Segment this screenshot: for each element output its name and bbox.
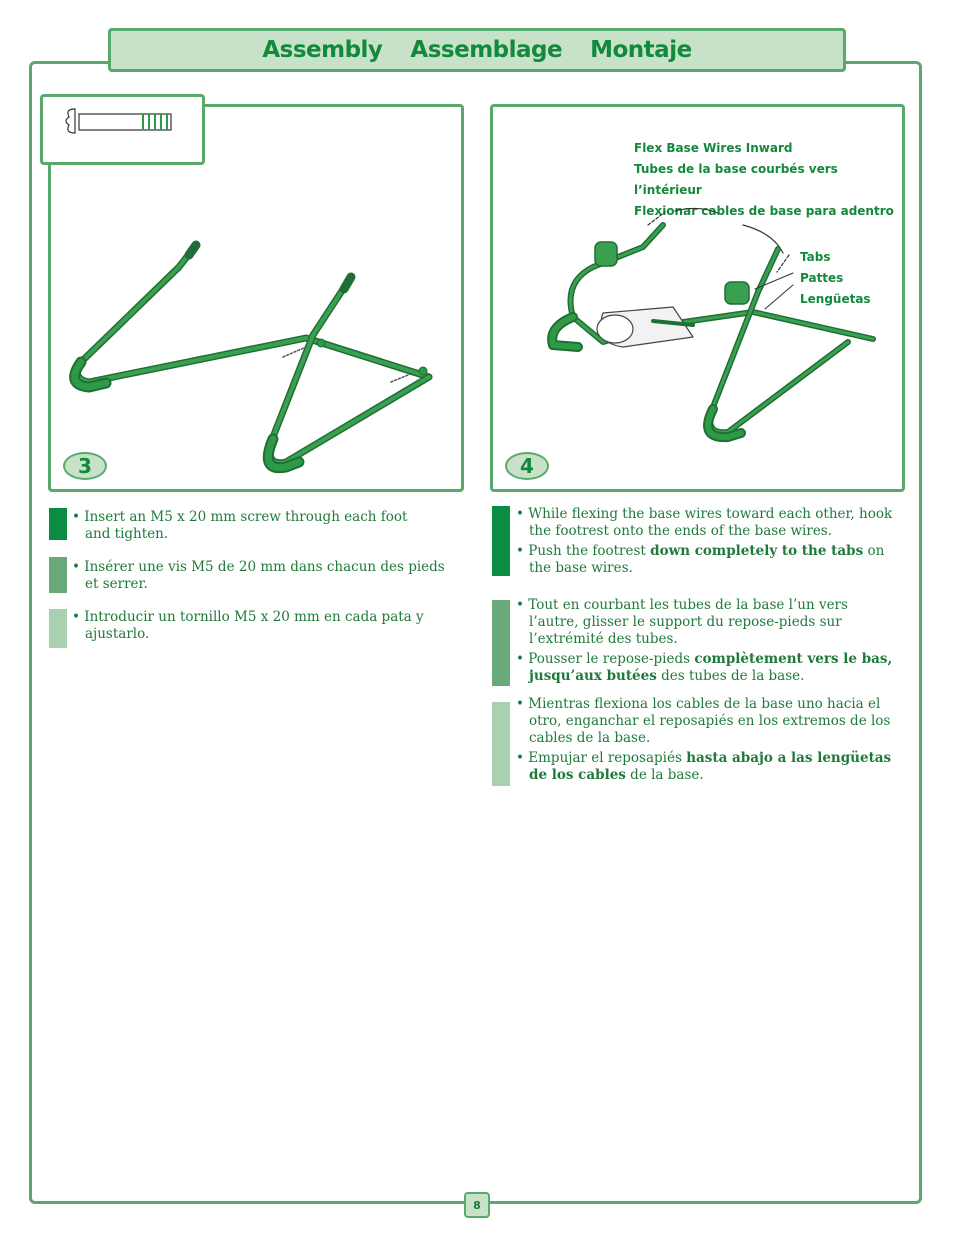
step-4-english-text: • While flexing the base wires toward each other, hook the footrest onto the ends of the base wires. • Push the footrest down completely to the tabs on the base wires.	[516, 506, 893, 576]
step-3-french-text: • Insérer une vis M5 de 20 mm dans chacun des pieds et serrer.	[72, 559, 445, 592]
step-4-french-text: • Tout en courbant les tubes de la base l’un vers l’autre, glisser le support du repose-pieds sur l’extrémité des tubes. • Pousser le repose-pieds complètement vers le bas, jusqu’aux butées des tubes de la base.	[516, 597, 893, 684]
step-number-3: 3	[63, 452, 107, 480]
step-3-spanish-text: • Introducir un tornillo M5 x 20 mm en cada pata y ajustarlo.	[72, 609, 424, 642]
page-number: 8	[464, 1192, 490, 1218]
step-4-spanish-text: • Mientras flexiona los cables de la base uno hacia el otro, enganchar el reposapiés en los extremos de los cables de la base. • Empujar el reposapiés hasta abajo a las lengüetas de los cables de la base.	[516, 696, 892, 783]
french-marker-4	[492, 600, 510, 686]
step-3-english-text: • Insert an M5 x 20 mm screw through each foot and tighten.	[72, 509, 408, 542]
footrest-assembly-illustration	[493, 107, 902, 489]
screw-icon	[43, 97, 202, 162]
flex-wires-callout: Flex Base Wires Inward Tubes de la base courbés vers l’intérieur Flexionar cables de base para adentro	[634, 141, 894, 218]
step-4-illustration-panel	[490, 104, 905, 492]
spanish-marker	[49, 609, 67, 648]
title-en: Assembly	[262, 37, 383, 63]
english-marker-4	[492, 506, 510, 576]
english-marker	[49, 508, 67, 540]
french-marker	[49, 557, 67, 593]
page-title	[108, 28, 846, 72]
tabs-callout: Tabs Pattes Lengüetas	[800, 250, 871, 306]
spanish-marker-4	[492, 702, 510, 786]
title-fr: Assemblage	[410, 37, 563, 63]
step-number-4: 4	[505, 452, 549, 480]
title-es: Montaje	[590, 37, 692, 63]
screw-part-callout	[40, 94, 205, 165]
